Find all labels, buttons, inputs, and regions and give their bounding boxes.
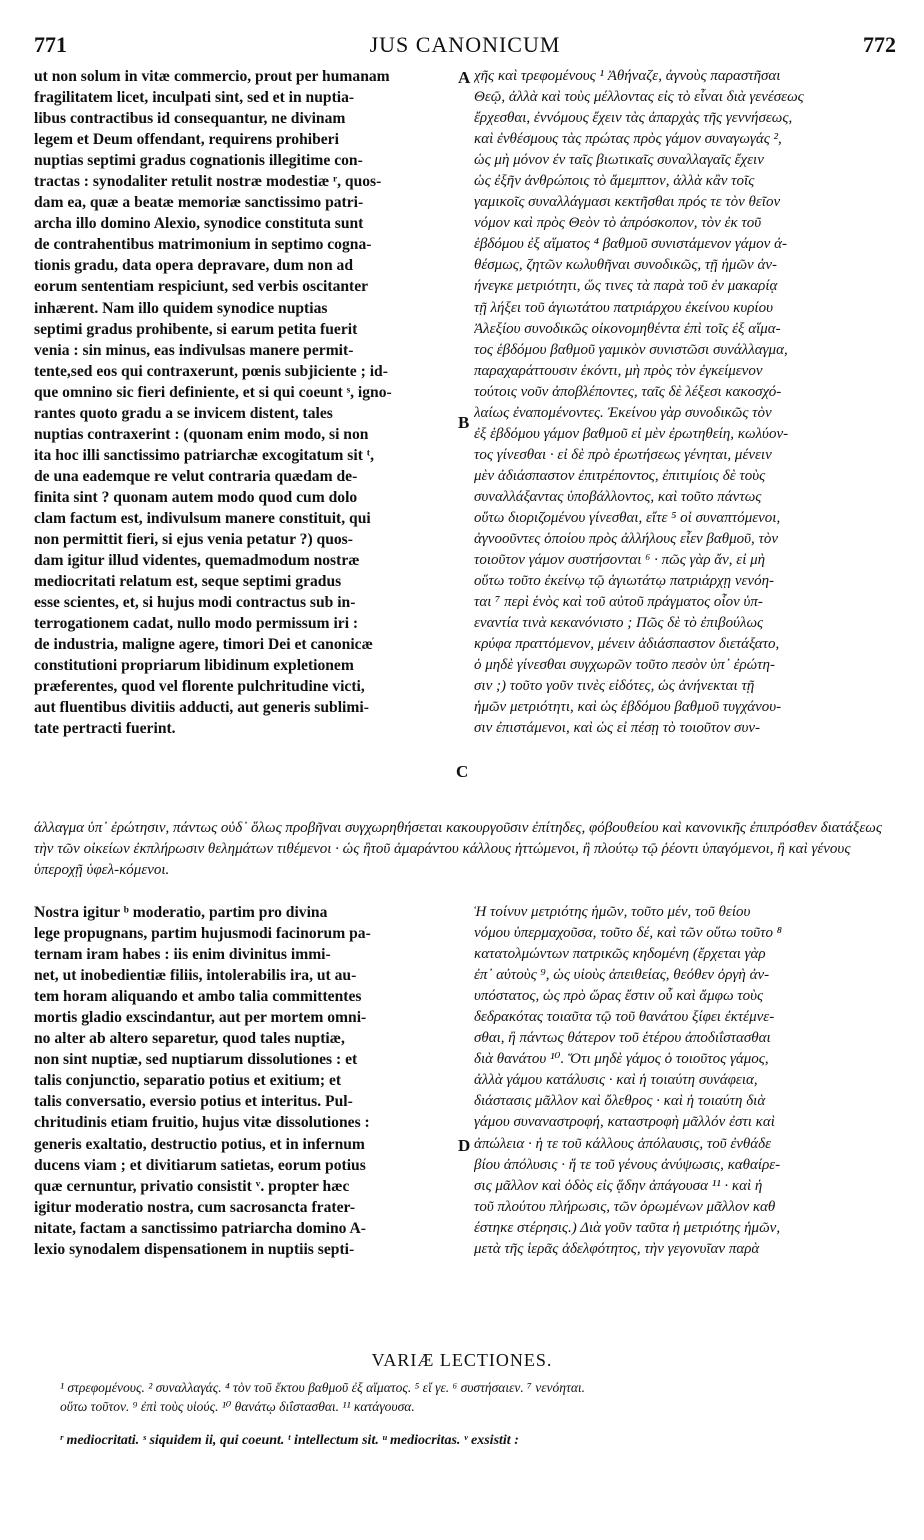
greek-line: γαμικοῖς συναλλάγμασι κεκτῆσθαι πρός τε τὸν θεῖον <box>474 194 781 211</box>
latin-line: igitur moderatio nostra, cum sacrosancta frater- <box>34 1198 356 1216</box>
latin-line: mortis gladio exscindantur, aut per mortem omni- <box>34 1009 367 1027</box>
latin-line: no alter ab altero separetur, quod tales nuptiæ, <box>34 1030 345 1048</box>
latin-line: dam igitur illud videntes, quemadmodum nostræ <box>34 552 360 570</box>
greek-line: ἑβδόμου ἐξ αἵματος ⁴ βαθμοῦ συνιστάμενον γάμον ἀ- <box>474 236 787 253</box>
latin-line: præferentes, quod vel florente pulchritudine victi, <box>34 678 365 696</box>
latin-line: non sint nuptiæ, sed nuptiarum dissolutiones : et <box>34 1051 358 1069</box>
latin-line: archa illo domino Alexio, synodice constituta sunt <box>34 215 364 233</box>
variae-lectiones-title: VARIÆ LECTIONES. <box>371 1350 553 1370</box>
latin-line: libus contractibus id consequantur, ne divinam <box>34 110 346 128</box>
greek-line: εναντία τινὰ κεκανόνιστο ; Πῶς δὲ τὸ ἐπιβούλως <box>474 615 764 632</box>
greek-line: θείου καὶ κανονικῆς ἐπιπρόσθεν διατάξεως τὴν τῶν οἰκείων ἐκπλήρωσιν θελημάτων τιθέμενοι · ὡς ἢ <box>34 820 882 857</box>
greek-line: ὡς ἐξῆν ἀνθρώποις τὸ ἄμεμπτον, ἀλλὰ κἂν τοῖς <box>474 173 755 190</box>
greek-line: μὲν ἀδιάσπαστον ἐπιτρέποντος, ἐπιτιμίοις δὲ τοὺς <box>474 467 766 484</box>
latin-line: lexio synodalem dispensationem in nuptiis septi- <box>34 1240 355 1258</box>
latin-column-top <box>34 66 454 740</box>
greek-line: ἀγνοοῦντες ὁποίου πρὸς ἀλλήλους εἶεν βαθμοῦ, τὸν <box>474 531 779 548</box>
greek-line: διάστασις μᾶλλον καὶ ὄλεθρος · καὶ ἡ τοιαύτη διὰ <box>474 1093 766 1110</box>
latin-line: fragilitatem licet, inculpati sint, sed et in nuptia- <box>34 89 355 107</box>
latin-line: rantes quoto gradu a se invicem distent, tales <box>34 404 333 422</box>
greek-line: δεδρακότας τοιαῦτα τῷ τοῦ θανάτου ξίφει ἐκτέμνε- <box>474 1009 775 1026</box>
greek-line: ήνεγκε μετριότητι, ὥς τινες τὰ παρὰ τοῦ ἐν μακαρίᾳ <box>474 278 778 295</box>
variae-line-1: ¹ στρεφομένους. ² συναλλαγάς. ⁴ τὸν τοῦ ἕκτου βαθμοῦ ἐξ αἵματος. ⁵ εἴ γε. ⁶ συστήσαιεν. ⁷ νενόηται. <box>60 1380 586 1395</box>
latin-line: generis exaltatio, destructio potius, et in infernum <box>34 1135 365 1153</box>
greek-line: θέσμως, ζητῶν κωλυθῆναι συνοδικῶς, τῇ ἡμῶν ἀν- <box>474 257 777 274</box>
greek-line: Ἀλεξίου συνοδικῶς οἰκονομηθέντα ἐπὶ τοῖς ἐξ αἵμα- <box>474 320 781 337</box>
running-header <box>34 30 896 60</box>
latin-line: talis conjunctio, separatio potius et exitium; et <box>34 1072 342 1090</box>
latin-line: terrogationem cadat, nullo modo permissum iri : <box>34 615 359 633</box>
greek-line: κρύφα πραττόμενον, μένειν ἀδιάσπαστον διετάξατο, <box>474 636 780 653</box>
greek-line: υπόστατος, ὡς πρὸ ὥρας ἔστιν οὗ καὶ ἄμφω τοὺς <box>474 988 764 1005</box>
greek-line: γάμου συναναστροφή, καταστροφὴ μᾶλλόν ἐστι καὶ <box>474 1114 775 1131</box>
greek-line: μετὰ τῆς ἱερᾶς ἀδελφότητος, τὴν γεγονυῖαν παρὰ <box>474 1240 760 1257</box>
greek-line: ἀλλὰ γάμου κατάλυσις · καὶ ἡ τοιαύτη συνάφεια, <box>474 1072 758 1089</box>
running-title: JUS CANONICUM <box>369 32 561 57</box>
greek-line: τῇ λήξει τοῦ ἁγιωτάτου πατριάρχου ἐκείνου κυρίου <box>474 299 773 316</box>
latin-line: ternam iram habes : iis enim divinitus immi- <box>34 946 331 964</box>
greek-line: τος ἑβδόμου βαθμοῦ γαμικὸν συνιστῶσι συνάλλαγμα, <box>474 341 788 358</box>
greek-line: ται ⁷ περὶ ἑνὸς καὶ τοῦ αὐτοῦ πράγματος οἷον ὑπ- <box>474 594 763 611</box>
greek-line: παραχαράττουσιν ἑκόντι, μὴ πρὸς τὸν ἐγκείμενον <box>474 362 763 379</box>
greek-column-bottom <box>474 902 896 1260</box>
latin-line: chritudinis etiam fruitio, hujus vitæ dissolutiones : <box>34 1114 370 1132</box>
greek-full-width <box>34 818 896 881</box>
latin-line: que omnino sic fieri definiente, et si qui coeunt ˢ, igno- <box>34 383 392 401</box>
latin-line: mediocritati relatum est, seque septimi gradus <box>34 573 342 591</box>
latin-line: legem et Deum offendant, requirens prohiberi <box>34 131 339 149</box>
greek-line: έστηκε στέρησις.) Διὰ γοῦν ταῦτα ἡ μετριότης ἡμῶν, <box>474 1219 781 1236</box>
greek-line: βίου ἀπόλυσις · ἥ τε τοῦ γένους ἀνύψωσις, καθαίρε- <box>474 1156 781 1173</box>
right-page-number: 772 <box>863 32 896 57</box>
latin-line: de contrahentibus matrimonium in septimo cogna- <box>34 236 372 254</box>
greek-line: διὰ θανάτου ¹⁰. Ὅτι μηδὲ γάμος ὁ τοιοῦτος γάμος, <box>474 1051 769 1068</box>
latin-line: de una eademque re velut contraria quædam de- <box>34 467 358 485</box>
latin-line: ut non solum in vitæ commercio, prout per humanam <box>34 68 390 85</box>
latin-line: ducens viam ; et divitiarum satietas, eorum potius <box>34 1156 366 1174</box>
greek-line: ὡς μὴ μόνον ἐν ταῖς βιωτικαῖς συναλλαγαῖς ἔχειν <box>474 152 764 169</box>
latin-line: aut fluentibus divitiis adducti, aut generis sublimi- <box>34 699 369 717</box>
latin-column-bottom <box>34 902 454 1260</box>
greek-line: κατατολμώντων πατρικῶς κηδομένη (ἔρχεται γὰρ <box>474 946 766 963</box>
greek-line: άλλαγμα ὑπ᾽ ἐρώτησιν, πάντως οὐδ᾽ ὅλως προβῆναι συγχωρηθήσεται κακουργοῦσιν ἐπίτηδες, φόβου <box>34 820 627 836</box>
latin-line: finita sint ? quonam autem modo quod cum dolo <box>34 488 358 506</box>
greek-line: Ἡ τοίνυν μετριότης ἡμῶν, τοῦτο μέν, τοῦ θείου <box>474 904 751 920</box>
greek-line: σιν ἐπιστάμενοι, καὶ ὡς εἰ πέσῃ τὸ τοιοῦτον συν- <box>474 720 760 737</box>
greek-line: ὁ μηδὲ γίνεσθαι συγχωρῶν τοῦτο πεσὸν ὑπ᾽ ἐρώτη- <box>474 657 775 674</box>
greek-line: ἐξ ἑβδόμου γάμον βαθμοῦ εἰ μὲν ἐρωτηθείη, κωλύον- <box>474 425 789 442</box>
latin-line: nuptias septimi gradus cognationis illegitime con- <box>34 152 363 170</box>
greek-line: ἐπ᾽ αὐτοὺς ⁹, ὡς υἱοὺς ἀπειθείας, θεόθεν ὀργὴ ἀν- <box>474 967 770 984</box>
greek-line: κόμενοι. <box>119 862 170 878</box>
greek-line: τοῦ ἀμαράντου κάλλους ἡττώμενοι, ἢ πλούτῳ τῷ ῥέοντι ὑπαγόμενοι, ἢ καὶ γένους ὑπεροχῇ ὑφελ- <box>34 841 851 878</box>
greek-line: ἡμῶν μετριότητι, καὶ ὡς ἑβδόμου βαθμοῦ τυγχάνου- <box>474 699 782 716</box>
latin-footnotes: ʳ mediocritati. ˢ siquidem ii, qui coeunt. ᵗ intellectum sit. ᵘ mediocritas. ᵛ exsistit : <box>60 1433 519 1448</box>
latin-line: dam ea, quæ a beatæ memoriæ sanctissimo patri- <box>34 194 364 212</box>
greek-line: νόμου ὑπερμαχοῦσα, τοῦτο δέ, καὶ τῶν οὕτω τοῦτο ⁸ <box>474 925 782 942</box>
left-page-number: 771 <box>34 32 67 57</box>
greek-line: Θεῷ, ἀλλὰ καὶ τοὺς μέλλοντας εἰς τὸ εἶναι διὰ γενέσεως <box>474 89 804 106</box>
greek-line: οὕτω διοριζομένου γίνεσθαι, εἴτε ⁵ οἱ συναπτόμενοι, <box>474 509 781 526</box>
greek-line: νόμον καὶ πρὸς Θεὸν τὸ ἀπρόσκοπον, τὸν ἐκ τοῦ <box>474 215 762 232</box>
greek-line: καὶ ἐνθέσμους τὰς πρώτας πρὸς γάμον συναγωγάς ², <box>474 131 782 148</box>
margin-letter-b: B <box>458 413 470 432</box>
latin-line: constitutioni propriarum libidinum expletionem <box>34 657 354 675</box>
margin-letter-c: C <box>456 762 469 781</box>
greek-line: τοῦ πλούτου πλήρωσις, τῶν ὁρωμένων μᾶλλον καθ <box>474 1198 776 1215</box>
greek-line: τούτοις νοῦν ἀποβλέποντες, ταῖς δὲ λέξεσι κακοσχό- <box>474 383 782 400</box>
latin-line: esse scientes, et, si hujus modi contractus sub in- <box>34 594 356 612</box>
latin-line: venia : sin minus, eas indivulsas manere permit- <box>34 341 354 359</box>
margin-letter-a: A <box>458 68 471 87</box>
greek-line: λαίως ἐναπομένοντες. Ἐκείνου γὰρ συνοδικῶς τὸν <box>474 404 772 421</box>
greek-line: ἀπώλεια · ἡ τε τοῦ κάλλους ἀπόλαυσις, τοῦ ἐνθάδε <box>474 1135 772 1152</box>
greek-column-top <box>474 66 896 740</box>
variae-line-2: οὕτω τοῦτον. ⁹ ἐπὶ τοὺς υἱούς. ¹⁰ θανάτῳ διΐστασθαι. ¹¹ κατάγουσα. <box>60 1399 415 1414</box>
latin-line: lege propugnans, partim hujusmodi facinorum pa- <box>34 925 371 943</box>
latin-line: tem horam aliquando et ambo talia committentes <box>34 988 362 1006</box>
latin-line: tate pertracti fuerint. <box>34 720 176 738</box>
latin-line: talis conversatio, eversio potius et interitus. Pul- <box>34 1093 353 1111</box>
greek-line: τοιοῦτον γάμον συστήσονται ⁶ · πῶς γὰρ ἄν, εἰ μὴ <box>474 552 766 569</box>
latin-line: quæ cernuntur, privatio consistit ᵛ. propter hæc <box>34 1177 350 1195</box>
greek-line: σθαι, ἢ πάντως θάτερον τοῦ ἑτέρου ἀποδιΐστασθαι <box>474 1030 771 1047</box>
latin-line: septimi gradus prohibente, si earum petita fuerit <box>34 320 358 338</box>
greek-line: σις μᾶλλον καὶ ὁδὸς εἰς ᾅδην ἀπάγουσα ¹¹ · καὶ ἡ <box>474 1177 763 1194</box>
latin-line: de industria, maligne agere, timori Dei et canonicæ <box>34 636 373 654</box>
greek-line: χῆς καὶ τρεφομένους ¹ Ἀθήναζε, ἀγνοὺς παραστῆσαι <box>474 68 781 84</box>
latin-line: eorum sententiam respiciunt, sed verbis oscitanter <box>34 278 369 296</box>
latin-line: non permittit fieri, si ejus venia petatur ?) quos- <box>34 531 353 549</box>
greek-line: ἔρχεσθαι, ἐννόμους ἔχειν τὰς ἀπαρχὰς τῆς γεννήσεως, <box>474 110 793 127</box>
latin-line: tionis gradu, data opera depravare, dum non ad <box>34 257 353 275</box>
greek-line: οὕτω τοῦτο ἐκείνῳ τῷ ἁγιωτάτῳ πατριάρχῃ νενόη- <box>474 573 775 590</box>
margin-letter-d: D <box>458 1136 471 1155</box>
latin-line: ita hoc illi sanctissimo patriarchæ excogitatum sit ᵗ, <box>34 446 374 464</box>
greek-line: συναλλάξαντας ὑποβάλλοντος, καὶ τοῦτο πάντως <box>474 488 762 505</box>
latin-line: tente,sed eos qui contraxerunt, pœnis subjiciente ; id- <box>34 362 388 380</box>
latin-line: tractas : synodaliter retulit nostræ modestiæ ʳ, quos- <box>34 173 382 191</box>
latin-line: Nostra igitur ᵇ moderatio, partim pro divina <box>34 904 328 921</box>
latin-line: nitate, factam a sanctissimo patriarcha domino A- <box>34 1219 366 1237</box>
latin-line: net, ut inobedientiæ filiis, intolerabilis ira, ut au- <box>34 967 357 985</box>
latin-line: inhærent. Nam illo quidem synodice nuptias <box>34 299 328 317</box>
greek-line: σιν ;) τοῦτο γοῦν τινὲς εἰδότες, ὡς ἀνήνεκται τῇ <box>474 678 755 695</box>
greek-line: τος γίνεσθαι · εἰ δὲ πρὸ ἐρωτήσεως γένηται, μένειν <box>474 446 772 463</box>
latin-line: nuptias contraxerint : (quonam enim modo, si non <box>34 425 369 443</box>
latin-line: clam factum est, indivulsum manere constituit, qui <box>34 509 371 527</box>
